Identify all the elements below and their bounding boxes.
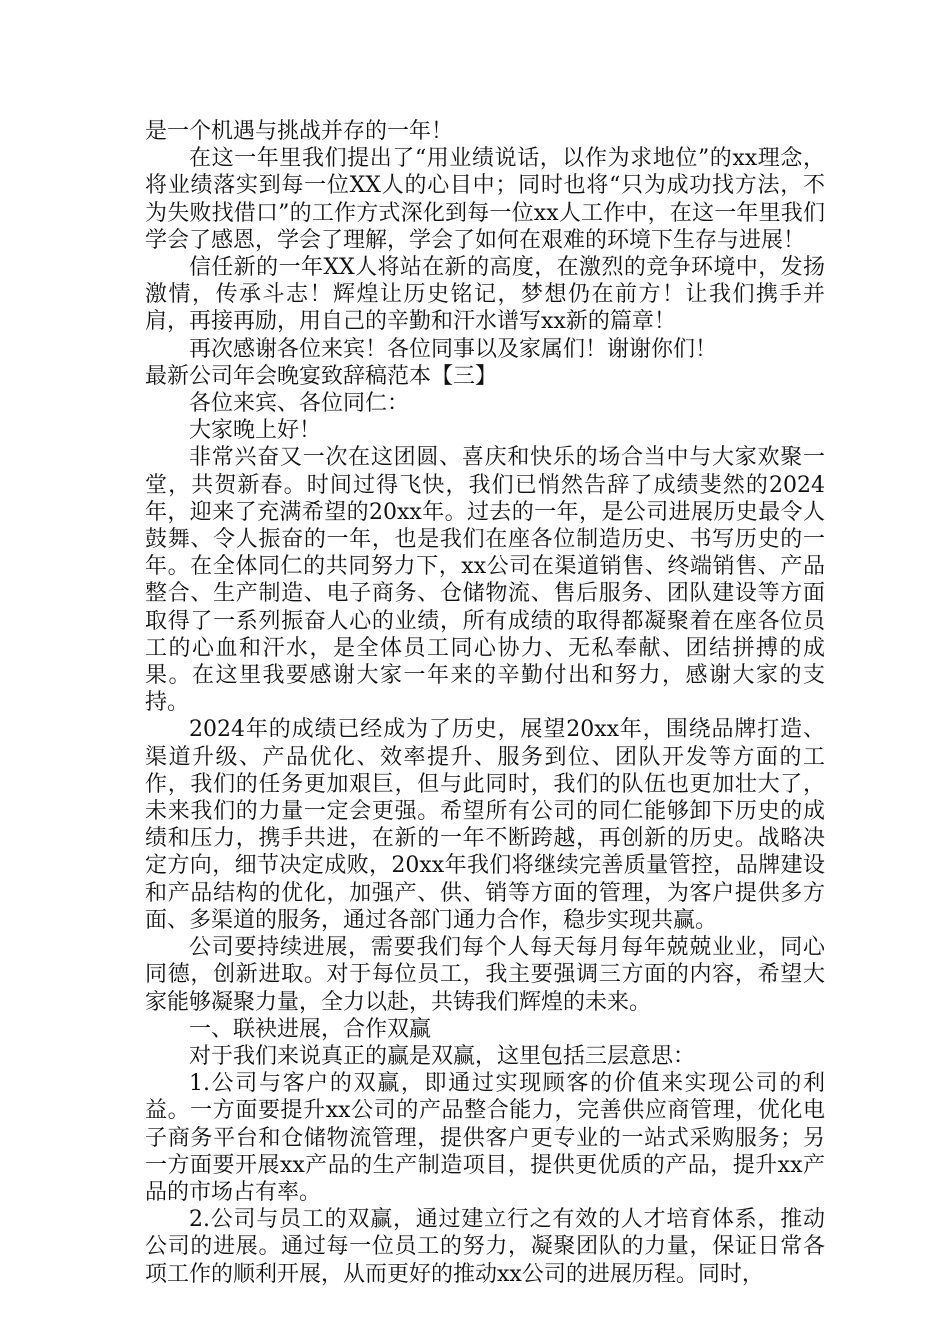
paragraph-4: 再次感谢各位来宾！各位同事以及家属们！谢谢你们！ [189, 336, 718, 362]
greeting: 大家晚上好！ [189, 418, 322, 444]
subheading-1: 一、联袂进展，合作双赢 [189, 1016, 432, 1042]
document-page [145, 118, 825, 1288]
paragraph-12: 对于我们来说真正的赢是双赢，这里包括三层意思： [189, 1043, 696, 1069]
paragraph-8: 非常兴奋又一次在这团圆、喜庆和快乐的场合当中与大家欢聚一堂，共贺新春。时间过得飞快，我们已悄然告辞了成绩斐然的2024年，迎来了充满希望的20xx年。过去的一年，是公司进展历史最令人鼓舞、令人振奋的一年，也是我们在座各位制造历史、书写历史的一年。在全体同仁的共同努力下，xx公司在渠道销售、终端销售、产品整合、生产制造、电子商务、仓储物流、售后服务、团队建设等方面取得了一系列振奋人心的业绩，所有成绩的取得都凝聚着在座各位员工的心血和汗水，是全体员工同心协力、无私奉献、团结拼搏的成果。在这里我要感谢大家一年来的辛勤付出和努力，感谢大家的支持。 [145, 445, 825, 716]
list-item-1: 1.公司与客户的双赢，即通过实现顾客的价值来实现公司的利益。一方面要提升xx公司的产品整合能力，完善供应商管理，优化电子商务平台和仓储物流管理，提供客户更专业的一站式采购服务；另一方面要开展xx产品的生产制造项目，提供更优质的产品，提升xx产品的市场占有率。 [145, 1071, 825, 1205]
paragraph-1: 是一个机遇与挑战并存的一年！ [145, 119, 454, 144]
paragraph-3: 信任新的一年XX人将站在新的高度，在激烈的竞争环境中，发扬激情，传承斗志！辉煌让历史铭记，梦想仍在前方！让我们携手并肩，再接再励，用自己的辛勤和汗水谱写xx新的篇章！ [145, 255, 825, 335]
salutation: 各位来宾、各位同仁： [189, 391, 410, 417]
section-title: 最新公司年会晚宴致辞稿范本【三】 [145, 363, 498, 389]
paragraph-10: 公司要持续进展，需要我们每个人每天每月每年兢兢业业，同心同德，创新进取。对于每位员工，我主要强调三方面的内容，希望大家能够凝聚力量，全力以赴，共铸我们辉煌的未来。 [145, 935, 825, 1015]
paragraph-9: 2024年的成绩已经成为了历史，展望20xx年，围绕品牌打造、渠道升级、产品优化、效率提升、服务到位、团队开发等方面的工作，我们的任务更加艰巨，但与此同时，我们的队伍也更加壮大了，未来我们的力量一定会更强。希望所有公司的同仁能够卸下历史的成绩和压力，携手共进，在新的一年不断跨越，再创新的历史。战略决定方向，细节决定成败，20xx年我们将继续完善质量管控，品牌建设和产品结构的优化，加强产、供、销等方面的管理，为客户提供多方面、多渠道的服务，通过各部门通力合作，稳步实现共赢。 [145, 717, 825, 933]
list-item-2: 2.公司与员工的双赢，通过建立行之有效的人才培育体系，推动公司的进展。通过每一位员工的努力，凝聚团队的力量，保证日常各项工作的顺利开展，从而更好的推动xx公司的进展历程。同时， [145, 1207, 825, 1287]
paragraph-2: 在这一年里我们提出了“用业绩说话，以作为求地位”的xx理念，将业绩落实到每一位XX人的心目中；同时也将“只为成功找方法，不为失败找借口”的工作方式深化到每一位xx人工作中，在这一年里我们学会了感恩，学会了理解，学会了如何在艰难的环境下生存与进展！ [145, 146, 825, 253]
